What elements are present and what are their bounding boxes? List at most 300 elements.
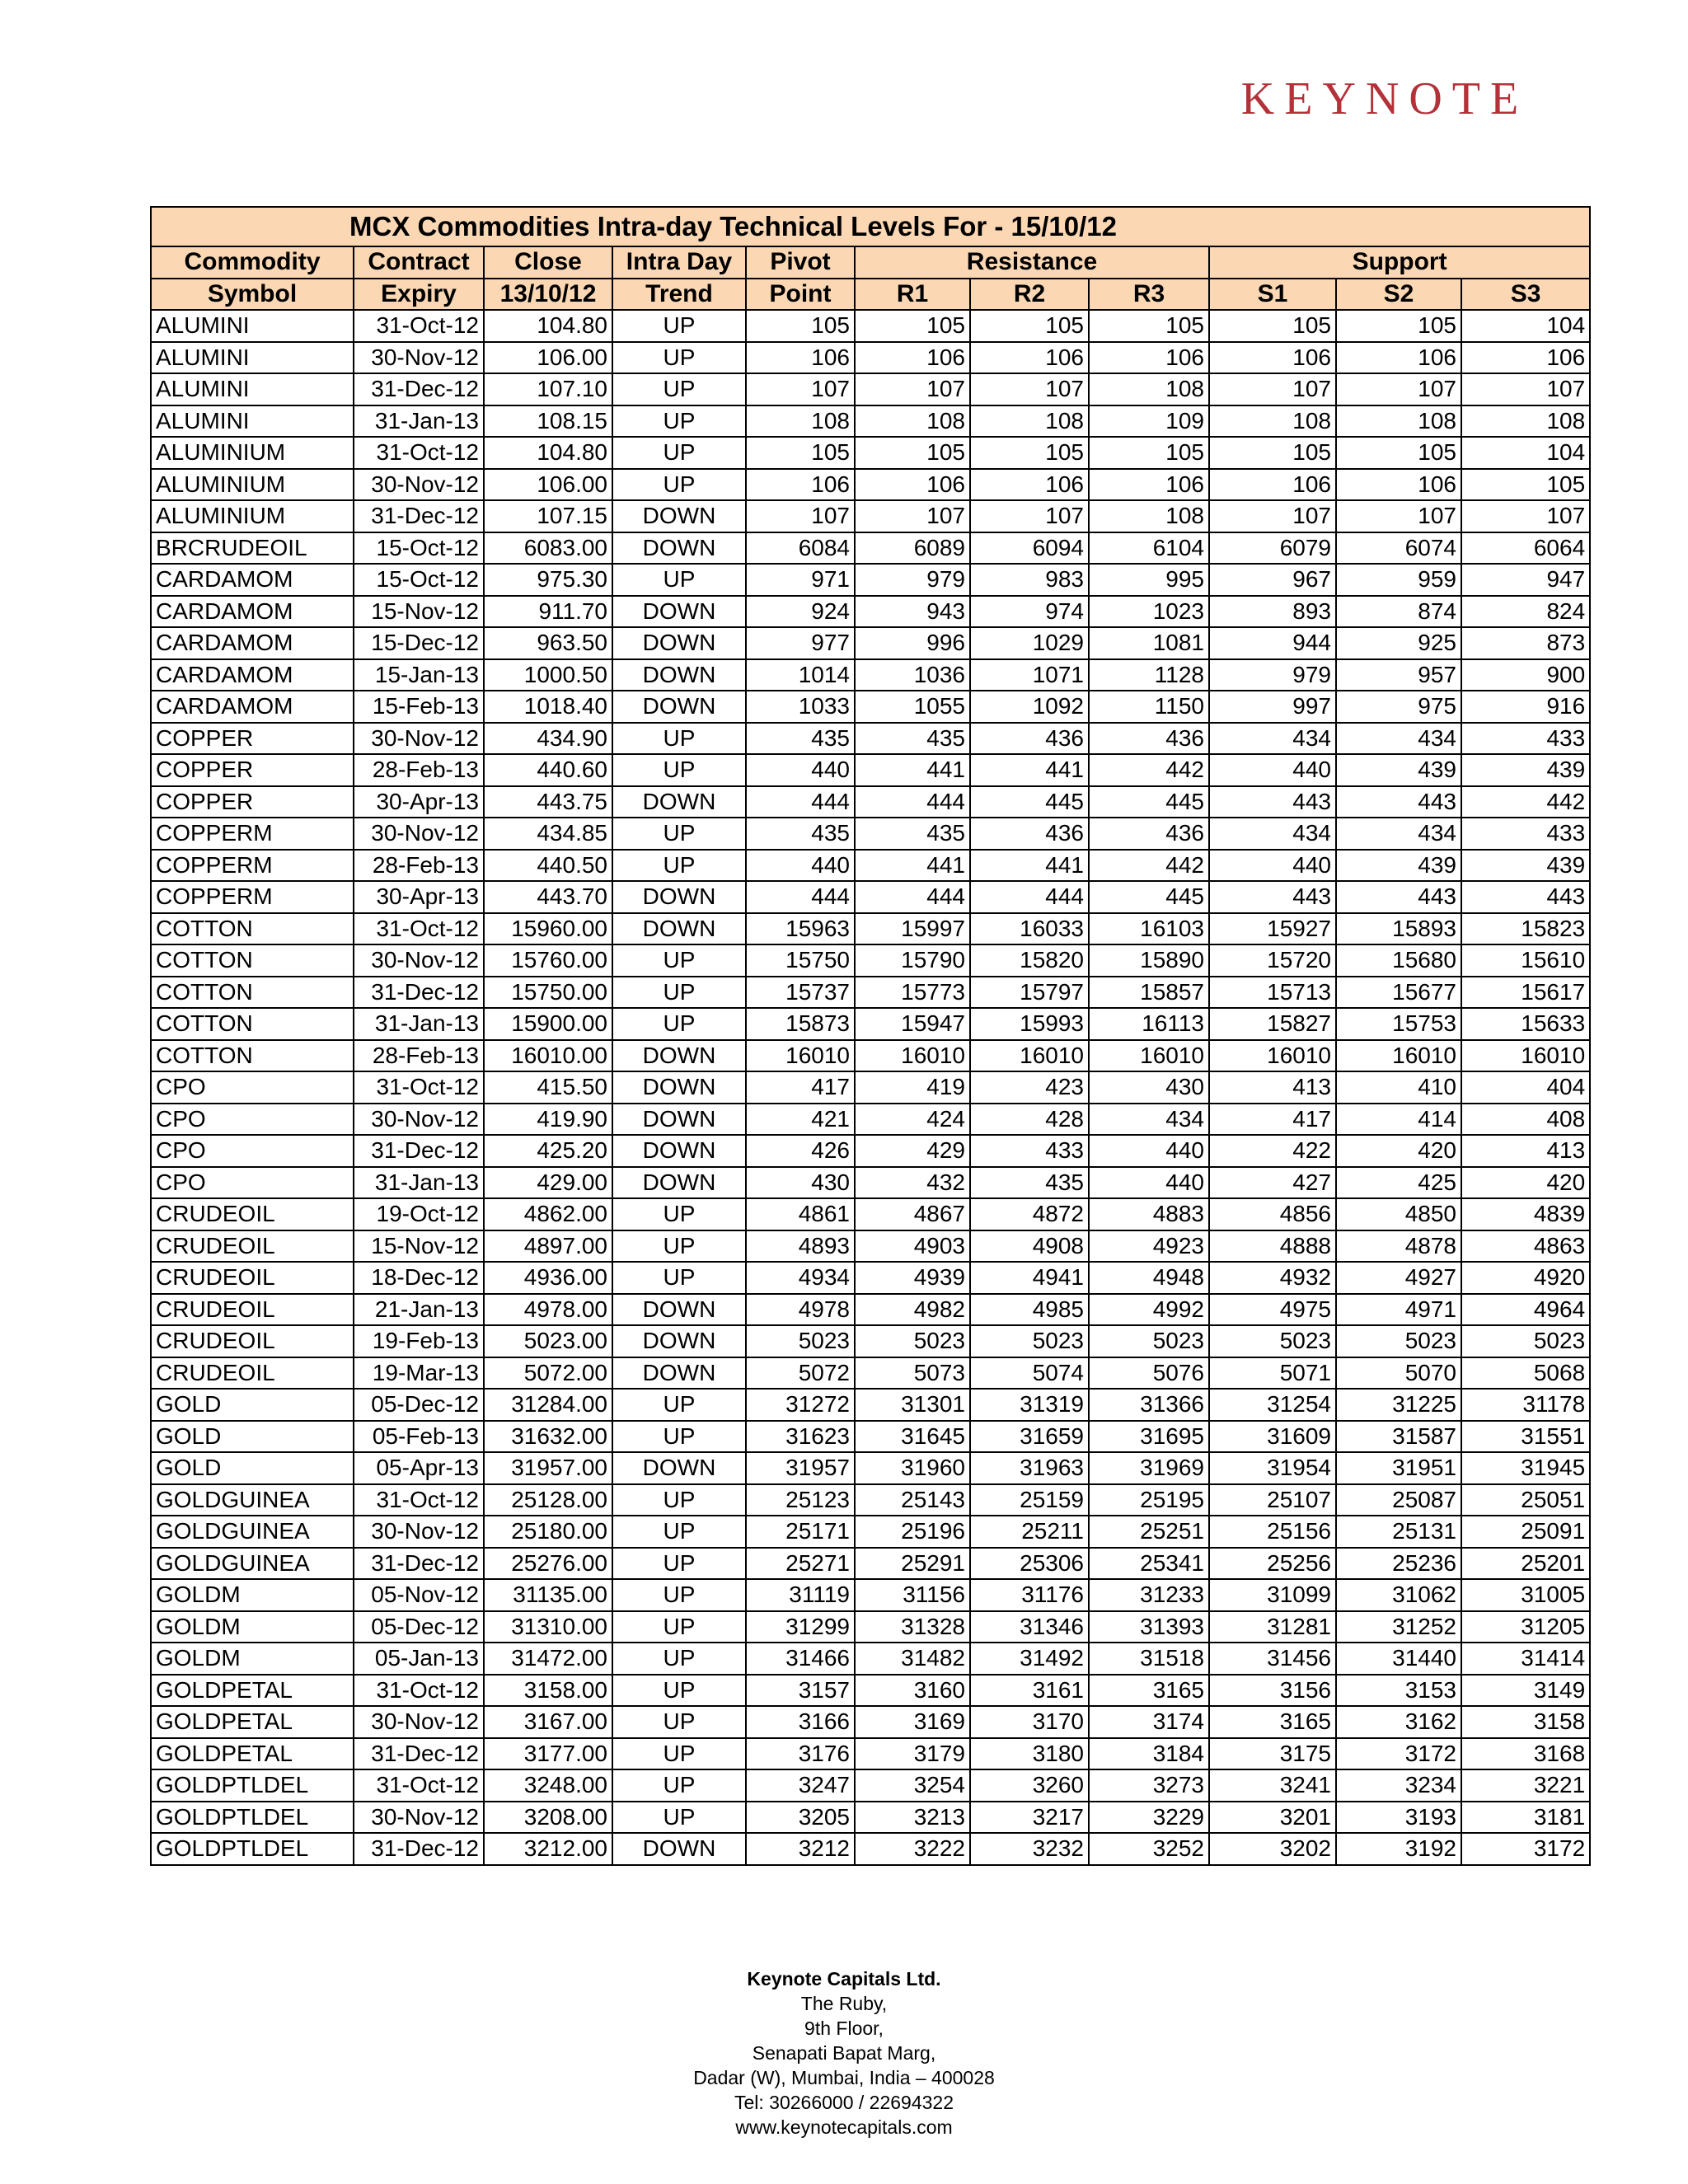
footer-line: The Ruby, (800, 1993, 888, 2014)
cell-expiry: 15-Jan-13 (354, 659, 484, 691)
cell-r3: 4948 (1089, 1262, 1209, 1294)
cell-s3: 408 (1461, 1104, 1590, 1136)
table-row (151, 754, 1590, 786)
cell-s3: 25051 (1461, 1484, 1590, 1516)
cell-close: 15750.00 (484, 977, 612, 1009)
table-row (151, 723, 1590, 755)
cell-pivot: 31623 (746, 1421, 855, 1453)
cell-trend: UP (612, 1738, 746, 1770)
cell-r2: 6094 (970, 532, 1089, 565)
cell-expiry: 15-Oct-12 (354, 564, 484, 596)
cell-r2: 31963 (970, 1452, 1089, 1484)
cell-trend: DOWN (612, 1135, 746, 1167)
cell-pivot: 31119 (746, 1579, 855, 1611)
table-row (151, 850, 1590, 882)
cell-symbol: GOLDPETAL (151, 1738, 354, 1770)
cell-trend: DOWN (612, 596, 746, 628)
cell-pivot: 15737 (746, 977, 855, 1009)
cell-s2: 434 (1336, 723, 1461, 755)
cell-trend: UP (612, 405, 746, 438)
cell-s2: 3162 (1336, 1706, 1461, 1738)
cell-s2: 3192 (1336, 1833, 1461, 1865)
cell-trend: DOWN (612, 881, 746, 913)
cell-s3: 106 (1461, 342, 1590, 374)
cell-s1: 108 (1209, 405, 1336, 438)
table-body (151, 310, 1590, 1865)
cell-r1: 5073 (855, 1357, 970, 1390)
cell-r1: 432 (855, 1167, 970, 1199)
cell-s1: 5071 (1209, 1357, 1336, 1390)
cell-s2: 439 (1336, 754, 1461, 786)
cell-r3: 440 (1089, 1135, 1209, 1167)
cell-close: 4862.00 (484, 1198, 612, 1230)
cell-r3: 434 (1089, 1104, 1209, 1136)
cell-s3: 413 (1461, 1135, 1590, 1167)
cell-expiry: 31-Dec-12 (354, 500, 484, 532)
cell-expiry: 19-Feb-13 (354, 1325, 484, 1357)
cell-s2: 4878 (1336, 1230, 1461, 1263)
cell-r2: 428 (970, 1104, 1089, 1136)
cell-s2: 4850 (1336, 1198, 1461, 1230)
cell-symbol: CRUDEOIL (151, 1325, 354, 1357)
cell-expiry: 31-Jan-13 (354, 405, 484, 438)
table-row (151, 437, 1590, 469)
cell-s1: 6079 (1209, 532, 1336, 565)
cell-r3: 105 (1089, 310, 1209, 342)
cell-r3: 106 (1089, 469, 1209, 501)
cell-r1: 1055 (855, 691, 970, 723)
header-close: Close (484, 246, 612, 279)
cell-symbol: COPPERM (151, 850, 354, 882)
cell-close: 443.75 (484, 786, 612, 818)
cell-s3: 420 (1461, 1167, 1590, 1199)
cell-symbol: GOLDM (151, 1579, 354, 1611)
cell-s2: 25131 (1336, 1516, 1461, 1548)
cell-symbol: GOLDPETAL (151, 1706, 354, 1738)
cell-r1: 31482 (855, 1643, 970, 1675)
cell-symbol: CPO (151, 1104, 354, 1136)
cell-r3: 436 (1089, 723, 1209, 755)
cell-s2: 15893 (1336, 913, 1461, 945)
cell-close: 25180.00 (484, 1516, 612, 1548)
cell-trend: UP (612, 310, 746, 342)
cell-close: 5023.00 (484, 1325, 612, 1357)
cell-s1: 15713 (1209, 977, 1336, 1009)
cell-r1: 1036 (855, 659, 970, 691)
cell-s1: 31281 (1209, 1611, 1336, 1643)
cell-s3: 31414 (1461, 1643, 1590, 1675)
cell-r1: 15790 (855, 944, 970, 977)
cell-s2: 4971 (1336, 1294, 1461, 1326)
cell-trend: DOWN (612, 1294, 746, 1326)
cell-close: 106.00 (484, 469, 612, 501)
cell-expiry: 30-Nov-12 (354, 818, 484, 850)
cell-s3: 433 (1461, 723, 1590, 755)
cell-close: 31310.00 (484, 1611, 612, 1643)
cell-pivot: 106 (746, 342, 855, 374)
cell-s2: 31951 (1336, 1452, 1461, 1484)
cell-r2: 441 (970, 850, 1089, 882)
cell-r3: 442 (1089, 754, 1209, 786)
cell-expiry: 18-Dec-12 (354, 1262, 484, 1294)
cell-symbol: GOLDGUINEA (151, 1516, 354, 1548)
cell-pivot: 3205 (746, 1802, 855, 1834)
cell-r1: 3222 (855, 1833, 970, 1865)
table-row (151, 1230, 1590, 1263)
cell-pivot: 108 (746, 405, 855, 438)
cell-r1: 3179 (855, 1738, 970, 1770)
cell-pivot: 3157 (746, 1675, 855, 1707)
cell-trend: UP (612, 850, 746, 882)
cell-r3: 3184 (1089, 1738, 1209, 1770)
cell-expiry: 31-Dec-12 (354, 977, 484, 1009)
cell-s1: 4856 (1209, 1198, 1336, 1230)
cell-pivot: 435 (746, 723, 855, 755)
cell-trend: UP (612, 1198, 746, 1230)
header-s1: S1 (1209, 279, 1336, 311)
cell-s2: 443 (1336, 786, 1461, 818)
cell-r3: 4883 (1089, 1198, 1209, 1230)
cell-pivot: 3176 (746, 1738, 855, 1770)
cell-r2: 423 (970, 1071, 1089, 1104)
cell-r2: 435 (970, 1167, 1089, 1199)
cell-r3: 445 (1089, 881, 1209, 913)
cell-r3: 16103 (1089, 913, 1209, 945)
cell-trend: UP (612, 1230, 746, 1263)
cell-s1: 3156 (1209, 1675, 1336, 1707)
cell-s2: 957 (1336, 659, 1461, 691)
cell-symbol: GOLD (151, 1389, 354, 1421)
table-row (151, 373, 1590, 405)
cell-trend: UP (612, 1008, 746, 1040)
cell-s1: 4932 (1209, 1262, 1336, 1294)
cell-trend: UP (612, 1675, 746, 1707)
cell-s2: 31440 (1336, 1643, 1461, 1675)
cell-r3: 16113 (1089, 1008, 1209, 1040)
cell-expiry: 31-Oct-12 (354, 1675, 484, 1707)
cell-r2: 106 (970, 342, 1089, 374)
cell-r1: 435 (855, 723, 970, 755)
table-row (151, 596, 1590, 628)
cell-r3: 31233 (1089, 1579, 1209, 1611)
cell-s1: 4888 (1209, 1230, 1336, 1263)
cell-expiry: 19-Mar-13 (354, 1357, 484, 1390)
cell-trend: UP (612, 564, 746, 596)
cell-s3: 404 (1461, 1071, 1590, 1104)
cell-r3: 3252 (1089, 1833, 1209, 1865)
cell-r1: 31156 (855, 1579, 970, 1611)
cell-r3: 15890 (1089, 944, 1209, 977)
table-row (151, 1167, 1590, 1199)
cell-symbol: ALUMINIUM (151, 500, 354, 532)
cell-s1: 31456 (1209, 1643, 1336, 1675)
cell-s2: 106 (1336, 469, 1461, 501)
cell-s2: 959 (1336, 564, 1461, 596)
table-row (151, 944, 1590, 977)
cell-r2: 31659 (970, 1421, 1089, 1453)
cell-s2: 443 (1336, 881, 1461, 913)
cell-s3: 3221 (1461, 1769, 1590, 1802)
cell-expiry: 31-Dec-12 (354, 1135, 484, 1167)
cell-pivot: 107 (746, 500, 855, 532)
cell-close: 25276.00 (484, 1548, 612, 1580)
cell-close: 975.30 (484, 564, 612, 596)
cell-r3: 1023 (1089, 596, 1209, 628)
cell-s3: 15823 (1461, 913, 1590, 945)
table-row (151, 786, 1590, 818)
cell-expiry: 31-Oct-12 (354, 1769, 484, 1802)
cell-expiry: 31-Oct-12 (354, 310, 484, 342)
cell-symbol: ALUMINIUM (151, 437, 354, 469)
cell-s3: 31551 (1461, 1421, 1590, 1453)
cell-r2: 25211 (970, 1516, 1089, 1548)
cell-s2: 31587 (1336, 1421, 1461, 1453)
cell-symbol: GOLDM (151, 1643, 354, 1675)
cell-r3: 436 (1089, 818, 1209, 850)
cell-s1: 15827 (1209, 1008, 1336, 1040)
cell-r3: 445 (1089, 786, 1209, 818)
cell-pivot: 4861 (746, 1198, 855, 1230)
cell-trend: UP (612, 723, 746, 755)
cell-close: 31472.00 (484, 1643, 612, 1675)
cell-pivot: 444 (746, 786, 855, 818)
cell-close: 6083.00 (484, 532, 612, 565)
cell-s1: 25107 (1209, 1484, 1336, 1516)
cell-symbol: GOLDPTLDEL (151, 1833, 354, 1865)
cell-s3: 105 (1461, 469, 1590, 501)
cell-r3: 15857 (1089, 977, 1209, 1009)
cell-symbol: ALUMINI (151, 373, 354, 405)
cell-pivot: 25171 (746, 1516, 855, 1548)
table-row (151, 818, 1590, 850)
cell-pivot: 15873 (746, 1008, 855, 1040)
cell-symbol: ALUMINI (151, 310, 354, 342)
footer-line: Senapati Bapat Marg, (752, 2042, 936, 2064)
cell-r2: 5023 (970, 1325, 1089, 1357)
footer-line: 9th Floor, (804, 2018, 884, 2039)
cell-trend: DOWN (612, 1325, 746, 1357)
table-row (151, 1643, 1590, 1675)
cell-trend: UP (612, 373, 746, 405)
cell-close: 31284.00 (484, 1389, 612, 1421)
cell-expiry: 30-Nov-12 (354, 1802, 484, 1834)
cell-expiry: 05-Nov-12 (354, 1579, 484, 1611)
cell-expiry: 05-Feb-13 (354, 1421, 484, 1453)
cell-pivot: 31957 (746, 1452, 855, 1484)
cell-expiry: 31-Dec-12 (354, 1548, 484, 1580)
table-row (151, 1104, 1590, 1136)
cell-s1: 3241 (1209, 1769, 1336, 1802)
cell-s1: 427 (1209, 1167, 1336, 1199)
cell-symbol: CRUDEOIL (151, 1294, 354, 1326)
cell-s3: 15610 (1461, 944, 1590, 977)
cell-trend: DOWN (612, 1040, 746, 1072)
cell-trend: DOWN (612, 913, 746, 945)
cell-r3: 3174 (1089, 1706, 1209, 1738)
cell-trend: UP (612, 1484, 746, 1516)
cell-expiry: 28-Feb-13 (354, 754, 484, 786)
cell-r2: 4872 (970, 1198, 1089, 1230)
header-expiry: Expiry (354, 279, 484, 311)
cell-s2: 414 (1336, 1104, 1461, 1136)
cell-trend: UP (612, 1802, 746, 1834)
header-r2: R2 (970, 279, 1089, 311)
cell-expiry: 30-Nov-12 (354, 342, 484, 374)
cell-close: 1018.40 (484, 691, 612, 723)
cell-trend: UP (612, 1769, 746, 1802)
cell-r1: 25196 (855, 1516, 970, 1548)
cell-symbol: COTTON (151, 977, 354, 1009)
cell-r2: 3232 (970, 1833, 1089, 1865)
cell-r2: 1092 (970, 691, 1089, 723)
cell-s1: 15720 (1209, 944, 1336, 977)
cell-r2: 983 (970, 564, 1089, 596)
cell-expiry: 31-Oct-12 (354, 1071, 484, 1104)
cell-s1: 422 (1209, 1135, 1336, 1167)
cell-r1: 3169 (855, 1706, 970, 1738)
cell-r3: 6104 (1089, 532, 1209, 565)
cell-close: 911.70 (484, 596, 612, 628)
cell-s1: 31954 (1209, 1452, 1336, 1484)
cell-trend: DOWN (612, 1357, 746, 1390)
cell-r3: 5076 (1089, 1357, 1209, 1390)
cell-r2: 31319 (970, 1389, 1089, 1421)
cell-expiry: 30-Nov-12 (354, 1104, 484, 1136)
cell-s3: 104 (1461, 437, 1590, 469)
cell-r1: 424 (855, 1104, 970, 1136)
cell-s2: 105 (1336, 437, 1461, 469)
cell-symbol: GOLDGUINEA (151, 1548, 354, 1580)
table-row (151, 1833, 1590, 1865)
table-row (151, 1802, 1590, 1834)
cell-r2: 444 (970, 881, 1089, 913)
cell-pivot: 25123 (746, 1484, 855, 1516)
cell-r2: 1029 (970, 627, 1089, 659)
cell-s2: 105 (1336, 310, 1461, 342)
cell-pivot: 31272 (746, 1389, 855, 1421)
table-row (151, 1262, 1590, 1294)
cell-r2: 3161 (970, 1675, 1089, 1707)
cell-r3: 31695 (1089, 1421, 1209, 1453)
cell-s3: 439 (1461, 754, 1590, 786)
cell-symbol: CPO (151, 1167, 354, 1199)
cell-s2: 25087 (1336, 1484, 1461, 1516)
cell-r2: 16033 (970, 913, 1089, 945)
cell-s1: 106 (1209, 469, 1336, 501)
cell-expiry: 31-Oct-12 (354, 913, 484, 945)
cell-s1: 440 (1209, 850, 1336, 882)
cell-r1: 31301 (855, 1389, 970, 1421)
cell-r2: 445 (970, 786, 1089, 818)
cell-close: 15760.00 (484, 944, 612, 977)
cell-close: 31632.00 (484, 1421, 612, 1453)
cell-s2: 16010 (1336, 1040, 1461, 1072)
cell-expiry: 31-Oct-12 (354, 437, 484, 469)
cell-pivot: 5072 (746, 1357, 855, 1390)
cell-r2: 3217 (970, 1802, 1089, 1834)
cell-s2: 975 (1336, 691, 1461, 723)
cell-r2: 4941 (970, 1262, 1089, 1294)
cell-s1: 4975 (1209, 1294, 1336, 1326)
cell-symbol: COTTON (151, 1008, 354, 1040)
cell-s3: 433 (1461, 818, 1590, 850)
cell-s1: 31254 (1209, 1389, 1336, 1421)
cell-expiry: 31-Oct-12 (354, 1484, 484, 1516)
header-r1: R1 (855, 279, 970, 311)
cell-s3: 5068 (1461, 1357, 1590, 1390)
table-row (151, 1611, 1590, 1643)
cell-r3: 3273 (1089, 1769, 1209, 1802)
cell-pivot: 440 (746, 754, 855, 786)
cell-s3: 4839 (1461, 1198, 1590, 1230)
cell-trend: UP (612, 1611, 746, 1643)
table-row (151, 659, 1590, 691)
cell-r2: 436 (970, 723, 1089, 755)
cell-expiry: 15-Oct-12 (354, 532, 484, 565)
cell-s2: 434 (1336, 818, 1461, 850)
cell-s2: 107 (1336, 373, 1461, 405)
cell-trend: UP (612, 1579, 746, 1611)
cell-close: 443.70 (484, 881, 612, 913)
cell-r1: 16010 (855, 1040, 970, 1072)
cell-r3: 109 (1089, 405, 1209, 438)
cell-r3: 442 (1089, 850, 1209, 882)
cell-expiry: 21-Jan-13 (354, 1294, 484, 1326)
cell-s1: 893 (1209, 596, 1336, 628)
cell-symbol: CARDAMOM (151, 691, 354, 723)
cell-trend: DOWN (612, 1452, 746, 1484)
cell-r3: 31518 (1089, 1643, 1209, 1675)
cell-pivot: 1033 (746, 691, 855, 723)
cell-s2: 410 (1336, 1071, 1461, 1104)
cell-s3: 4863 (1461, 1230, 1590, 1263)
cell-symbol: GOLD (151, 1452, 354, 1484)
cell-trend: DOWN (612, 1104, 746, 1136)
cell-s1: 105 (1209, 437, 1336, 469)
table-row (151, 469, 1590, 501)
cell-symbol: GOLDPTLDEL (151, 1769, 354, 1802)
table-row (151, 913, 1590, 945)
cell-symbol: GOLD (151, 1421, 354, 1453)
cell-r1: 105 (855, 437, 970, 469)
cell-pivot: 435 (746, 818, 855, 850)
cell-s2: 5070 (1336, 1357, 1461, 1390)
table-row (151, 564, 1590, 596)
cell-symbol: COPPER (151, 786, 354, 818)
table-row (151, 405, 1590, 438)
cell-pivot: 16010 (746, 1040, 855, 1072)
cell-pivot: 924 (746, 596, 855, 628)
cell-symbol: GOLDM (151, 1611, 354, 1643)
cell-close: 4897.00 (484, 1230, 612, 1263)
cell-s1: 16010 (1209, 1040, 1336, 1072)
cell-r1: 441 (855, 850, 970, 882)
cell-s2: 439 (1336, 850, 1461, 882)
cell-r2: 15993 (970, 1008, 1089, 1040)
cell-trend: UP (612, 1516, 746, 1548)
cell-r2: 105 (970, 310, 1089, 342)
cell-symbol: COPPER (151, 723, 354, 755)
cell-pivot: 25271 (746, 1548, 855, 1580)
cell-s3: 108 (1461, 405, 1590, 438)
cell-r2: 4908 (970, 1230, 1089, 1263)
cell-s2: 425 (1336, 1167, 1461, 1199)
cell-r2: 5074 (970, 1357, 1089, 1390)
header-contract: Contract (354, 246, 484, 279)
cell-s1: 417 (1209, 1104, 1336, 1136)
cell-trend: DOWN (612, 627, 746, 659)
cell-r2: 433 (970, 1135, 1089, 1167)
